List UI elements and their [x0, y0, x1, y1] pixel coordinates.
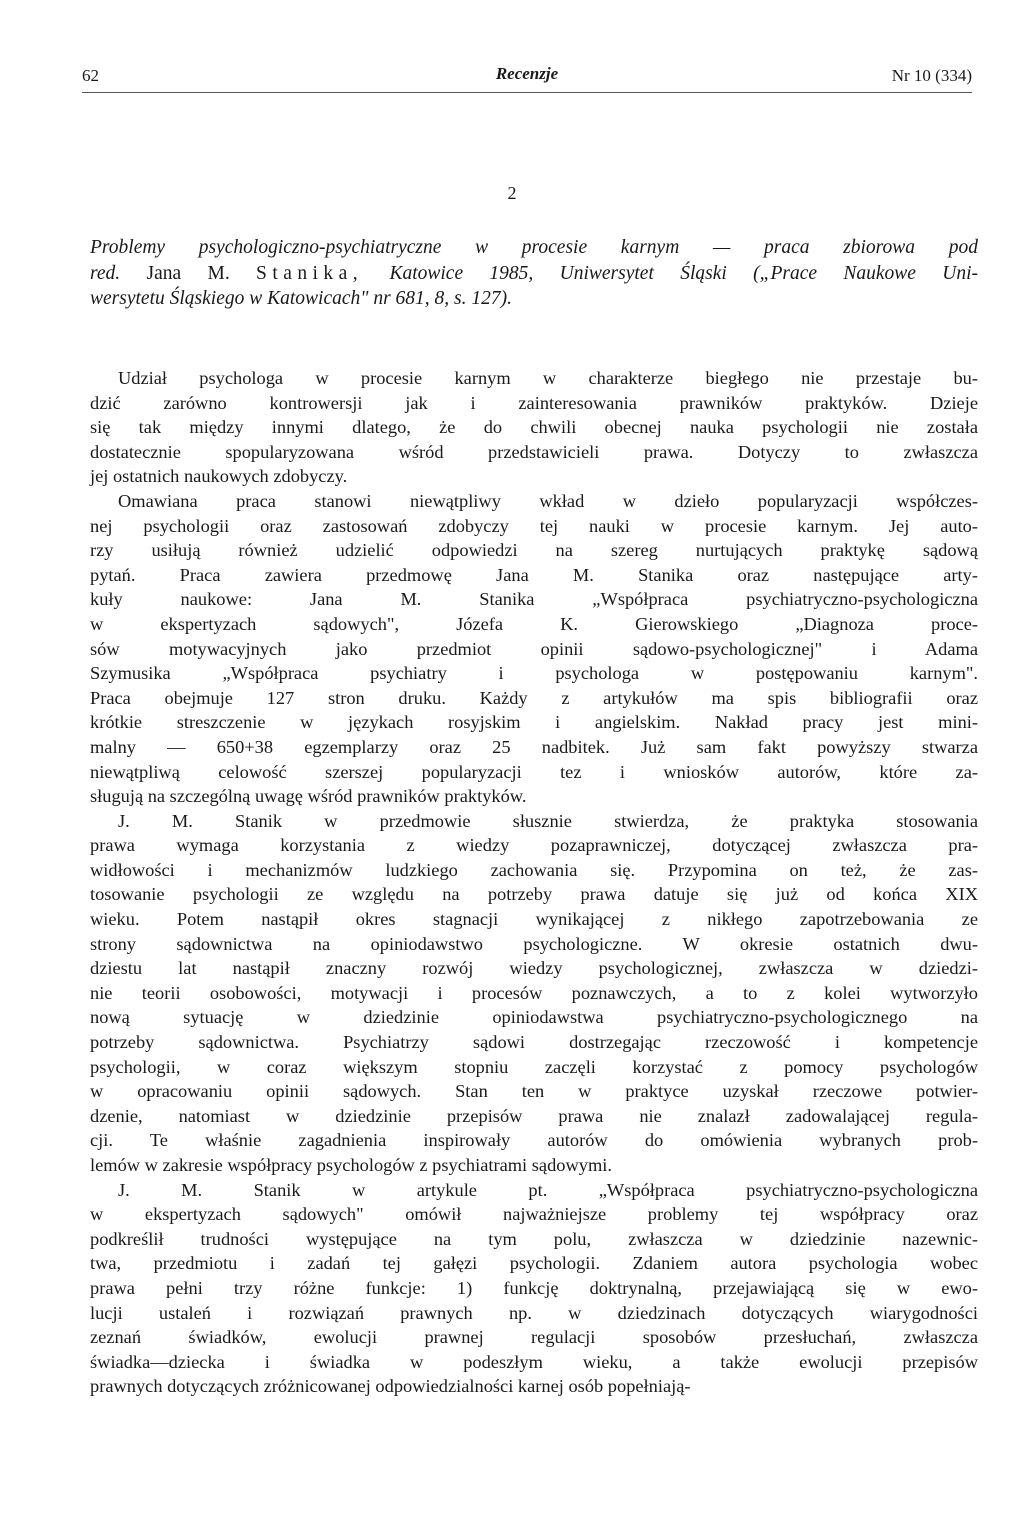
paragraph-line: się tak między innymi dlatego, że do chwili obecnej nauka psychologii nie została [90, 417, 978, 438]
paragraph-line: Udział psychologa w procesie karnym w charakterze biegłego nie przestaje bu- [118, 368, 978, 388]
paragraph-line: zeznań świadków, ewolucji prawnej regulacji sposobów przesłuchań, zwłaszcza [90, 1327, 978, 1348]
paragraph-line: psychologii, w coraz większym stopniu zaczęli korzystać z pomocy psychologów [90, 1056, 978, 1077]
paragraph-line: prawa wymaga korzystania z wiedzy pozaprawniczej, dotyczącej zwłaszcza pra- [90, 835, 978, 856]
page-number: 62 [82, 66, 99, 85]
citation-text: red. [90, 262, 121, 284]
paragraph-line: twa, przedmiotu i zadań tej gałęzi psychologii. Zdaniem autora psychologia wobec [90, 1253, 978, 1274]
paragraph-line: J. M. Stanik w artykule pt. „Współpraca psychiatryczno-psychologiczna [118, 1179, 978, 1200]
paragraph-line: Praca obejmuje 127 stron druku. Każdy z artykułów ma spis bibliografii oraz [90, 687, 978, 708]
paragraph-line: prawa pełni trzy różne funkcje: 1) funkcję doktrynalną, przejawiającą się w ewo- [90, 1277, 978, 1298]
editor-name: Jana M. [146, 262, 230, 284]
paragraph-line: sługują na szczególną uwagę wśród prawników praktyków. [90, 786, 527, 807]
review-body [90, 366, 978, 1399]
paragraph-line: potrzeby sądownictwa. Psychiatrzy sądowi dostrzegając rzeczowość i kompetencje [90, 1032, 978, 1053]
citation-line [90, 261, 978, 287]
paragraph-line: cji. Te właśnie zagadnienia inspirowały autorów do omówienia wybranych prob- [90, 1130, 978, 1151]
paragraph-line: dzić zarówno kontrowersji jak i zainteresowania prawników praktyków. Dzieje [90, 392, 978, 413]
paragraph-line: w ekspertyzach sądowych", Józefa K. Gierowskiego „Diagnoza proce- [90, 613, 978, 634]
paragraph-line: strony sądownictwa na opiniodawstwo psychologiczne. W okresie ostatnich dwu- [90, 933, 978, 954]
paragraph-line: w ekspertyzach sądowych" omówił najważniejsze problemy tej współpracy oraz [90, 1204, 978, 1225]
paragraph-line: pytań. Praca zawiera przedmowę Jana M. Stanika oraz następujące arty- [90, 564, 978, 585]
paragraph [90, 1178, 978, 1399]
paragraph-line: podkreślił trudności występujące na tym polu, zwłaszcza w dziedzinie nazewnic- [90, 1228, 978, 1249]
paragraph-line: dostatecznie spopularyzowana wśród przedstawicieli prawa. Dotyczy to zwłaszcza [90, 441, 978, 462]
paragraph-line: nie teorii osobowości, motywacji i procesów poznawczych, a to z kolei wytworzyło [90, 982, 978, 1003]
paragraph-line: lemów w zakresie współpracy psychologów z psychiatrami sądowymi. [90, 1155, 612, 1175]
paragraph-line: świadka—dziecka i świadka w podeszłym wieku, a także ewolucji przepisów [90, 1351, 978, 1372]
paragraph-line: Szymusika „Współpraca psychiatry i psychologa w postępowaniu karnym". [90, 663, 978, 684]
running-title: Recenzje [495, 64, 559, 83]
citation-line: Problemy psychologiczno-psychiatryczne w procesie karnym — praca zbiorowa pod [90, 237, 978, 258]
paragraph-line: tosowanie psychologii ze względu na potrzeby prawa datuje się już od końca XIX [90, 884, 978, 905]
paragraph [90, 366, 978, 489]
paragraph-line: Omawiana praca stanowi niewątpliwy wkład w dzieło popularyzacji współczes- [118, 490, 978, 511]
paragraph-line: J. M. Stanik w przedmowie słusznie stwierdza, że praktyka stosowania [118, 810, 978, 831]
paragraph [90, 489, 978, 809]
paragraph-line: niewątpliwą celowość szerszej popularyzacji tez i wniosków autorów, które za- [90, 761, 978, 782]
paragraph [90, 809, 978, 1178]
page-header [82, 62, 972, 93]
paragraph-line: jej ostatnich naukowych zdobyczy. [90, 466, 348, 487]
section-number: 2 [507, 183, 517, 203]
paragraph-line: prawnych dotyczących zróżnicowanej odpowiedzialności karnej osób popełniają- [90, 1376, 691, 1397]
paragraph-line: sów motywacyjnych jako przedmiot opinii sądowo-psychologicznej" i Adama [90, 638, 978, 659]
paragraph-line: widłowości i mechanizmów ludzkiego zachowania się. Przypomina on też, że zas- [90, 859, 978, 880]
paragraph-line: w opracowaniu opinii sądowych. Stan ten w praktyce uzyskał rzeczowe potwier- [90, 1081, 978, 1102]
paragraph-line: krótkie streszczenie w językach rosyjskim i angielskim. Nakład pracy jest mini- [90, 712, 978, 733]
citation-text: Katowice 1985, Uniwersytet Śląski („Prace Naukowe Uni- [389, 262, 979, 284]
paragraph-line: dziestu lat nastąpił znaczny rozwój wiedzy psychologicznej, zwłaszcza w dziedzi- [90, 958, 978, 979]
paragraph-line: malny — 650+38 egzemplarzy oraz 25 nadbitek. Już sam fakt powyższy stwarza [90, 736, 978, 757]
paragraph-line: nową sytuację w dziedzinie opiniodawstwa psychiatryczno-psychologicznego na [90, 1007, 978, 1028]
paragraph-line: rzy usiłują również udzielić odpowiedzi na szereg nurtujących praktykę sądową [90, 540, 978, 561]
paragraph-line: dzenie, natomiast w dziedzinie przepisów prawa nie znalazł zadowalającej regula- [90, 1105, 978, 1126]
issue-number: Nr 10 (334) [891, 66, 972, 85]
paragraph-line: lucji ustaleń i rozwiązań prawnych np. w dziedzinach dotyczących wiarygodności [90, 1302, 978, 1323]
editor-surname: Stanika, [256, 262, 364, 284]
paragraph-line: wieku. Potem nastąpił okres stagnacji wynikającej z nikłego zapotrzebowania ze [90, 909, 978, 930]
paragraph-line: kuły naukowe: Jana M. Stanika „Współpraca psychiatryczno-psychologiczna [90, 589, 978, 610]
citation-line: wersytetu Śląskiego w Katowicach" nr 681, 8, s. 127). [90, 288, 512, 309]
review-citation [90, 235, 978, 312]
paragraph-line: nej psychologii oraz zastosowań zdobyczy tej nauki w procesie karnym. Jej auto- [90, 515, 978, 536]
